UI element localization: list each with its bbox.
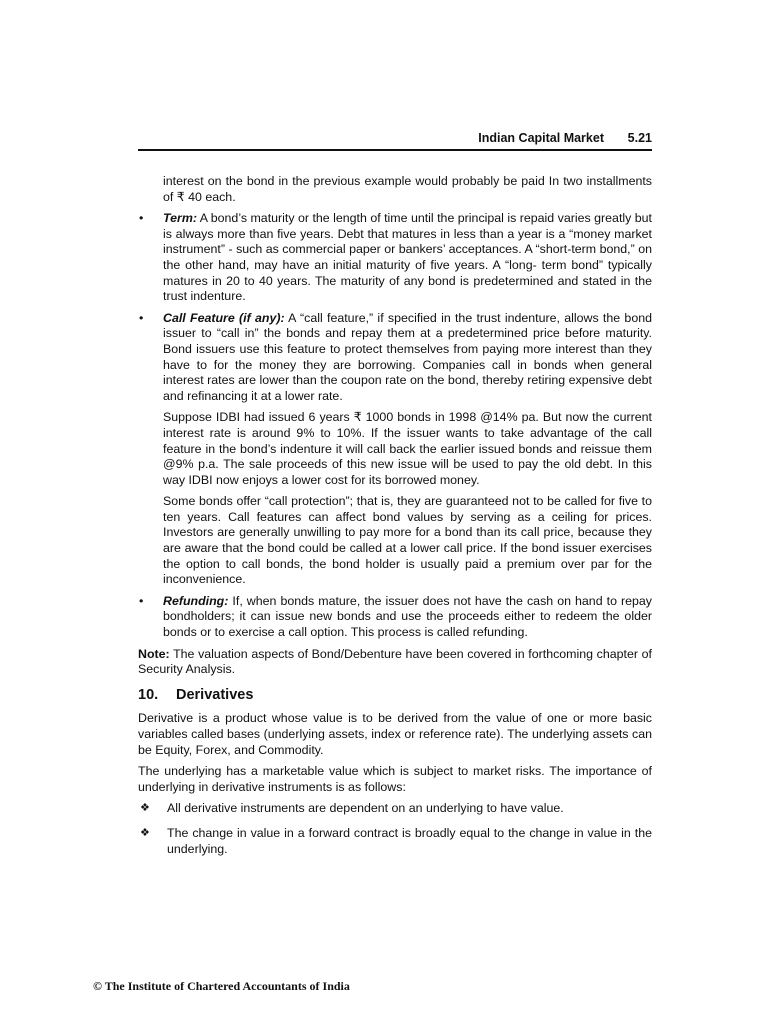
list-item bbox=[138, 801, 652, 817]
term-label: Term: bbox=[163, 211, 197, 226]
refunding-bullet bbox=[138, 594, 652, 641]
derivatives-paragraph-1: Derivative is a product whose value is to be derived from the value of one or more basic variables called bases (underlying assets, index or reference rate). The underlying assets can be Equity, Forex, and Commodity. bbox=[138, 711, 652, 757]
note-paragraph bbox=[138, 647, 652, 678]
diamond-bullet-icon: ❖ bbox=[140, 802, 150, 815]
section-title: Derivatives bbox=[176, 686, 254, 703]
bullet-icon: • bbox=[139, 211, 144, 226]
list-item-text: The change in value in a forward contract is broadly equal to the change in value in the underlying. bbox=[167, 825, 652, 856]
term-bullet bbox=[138, 211, 652, 305]
copyright-footer: © The Institute of Chartered Accountants of India bbox=[93, 979, 350, 993]
continued-paragraph: interest on the bond in the previous example would probably be paid In two installments of ₹ 40 each. bbox=[163, 174, 652, 204]
call-feature-label: Call Feature (if any): bbox=[163, 310, 285, 325]
refunding-text: If, when bonds mature, the issuer does not have the cash on hand to repay bondholders; it can issue new bonds and use the proceeds either to redeem the older bonds or to exercise a call option. This process is called refunding. bbox=[163, 593, 652, 640]
list-item-text: All derivative instruments are dependent on an underlying to have value. bbox=[167, 801, 564, 816]
diamond-bullet-icon: ❖ bbox=[140, 826, 150, 839]
note-label: Note: bbox=[138, 646, 170, 661]
section-number: 10. bbox=[138, 686, 159, 703]
call-protection-paragraph: Some bonds offer “call protection”; that is, they are guaranteed not to be called for five to ten years. Call features can affect bond values by serving as a ceiling for prices. Investors are generally unwilling to pay more for a bond than its call price, because they are aware that the bond could be called at a lower call price. If the bond issuer exercises the option to call bonds, the bond holder is usually paid a premium over par for the inconvenience. bbox=[163, 494, 652, 587]
page-number: 5.21 bbox=[627, 131, 652, 145]
section-heading bbox=[138, 688, 652, 704]
note-text: The valuation aspects of Bond/Debenture have been covered in forthcoming chapter of Security Analysis. bbox=[138, 646, 652, 677]
bullet-icon: • bbox=[139, 593, 144, 608]
bullet-icon: • bbox=[139, 310, 144, 325]
page-body bbox=[138, 174, 652, 857]
list-item bbox=[138, 826, 652, 857]
derivatives-paragraph-2: The underlying has a marketable value which is subject to market risks. The importance of underlying in derivative instruments is as follows: bbox=[138, 764, 652, 794]
call-feature-text: A “call feature,” if specified in the trust indenture, allows the bond issuer to “call in” the bonds and repay them at a predetermined price before maturity. Bond issuers use this feature to protect themselves from paying more interest than they have to for the money they are borrowing. Companies call in bonds when general interest rates are lower than the coupon rate on the bond, thereby retiring expensive debt and refinancing it at a lower rate. bbox=[163, 310, 652, 403]
refunding-label: Refunding: bbox=[163, 593, 229, 608]
running-header bbox=[138, 131, 652, 151]
header-title: Indian Capital Market bbox=[478, 131, 604, 145]
term-text: A bond’s maturity or the length of time until the principal is repaid varies greatly but is always more than five years. Debt that matures in less than a year is a “money market instrument” - such as commercial paper or bankers’ acceptances. A “short-term bond,” on the other hand, may have an initial maturity of five years. A “long- term bond” typically matures in 20 to 40 years. The maturity of any bond is predetermined and stated in the trust indenture. bbox=[163, 211, 652, 304]
idbi-example-paragraph: Suppose IDBI had issued 6 years ₹ 1000 bonds in 1998 @14% pa. But now the current interest rate is around 9% to 10%. If the issuer wants to take advantage of the call feature in the bond’s indenture it will call back the earlier issued bonds and reissue them @9% p.a. The sale proceeds of this new issue will be used to pay the old debt. In this way IDBI now enjoys a lower cost for its borrowed money. bbox=[163, 410, 652, 487]
call-feature-bullet bbox=[138, 311, 652, 405]
